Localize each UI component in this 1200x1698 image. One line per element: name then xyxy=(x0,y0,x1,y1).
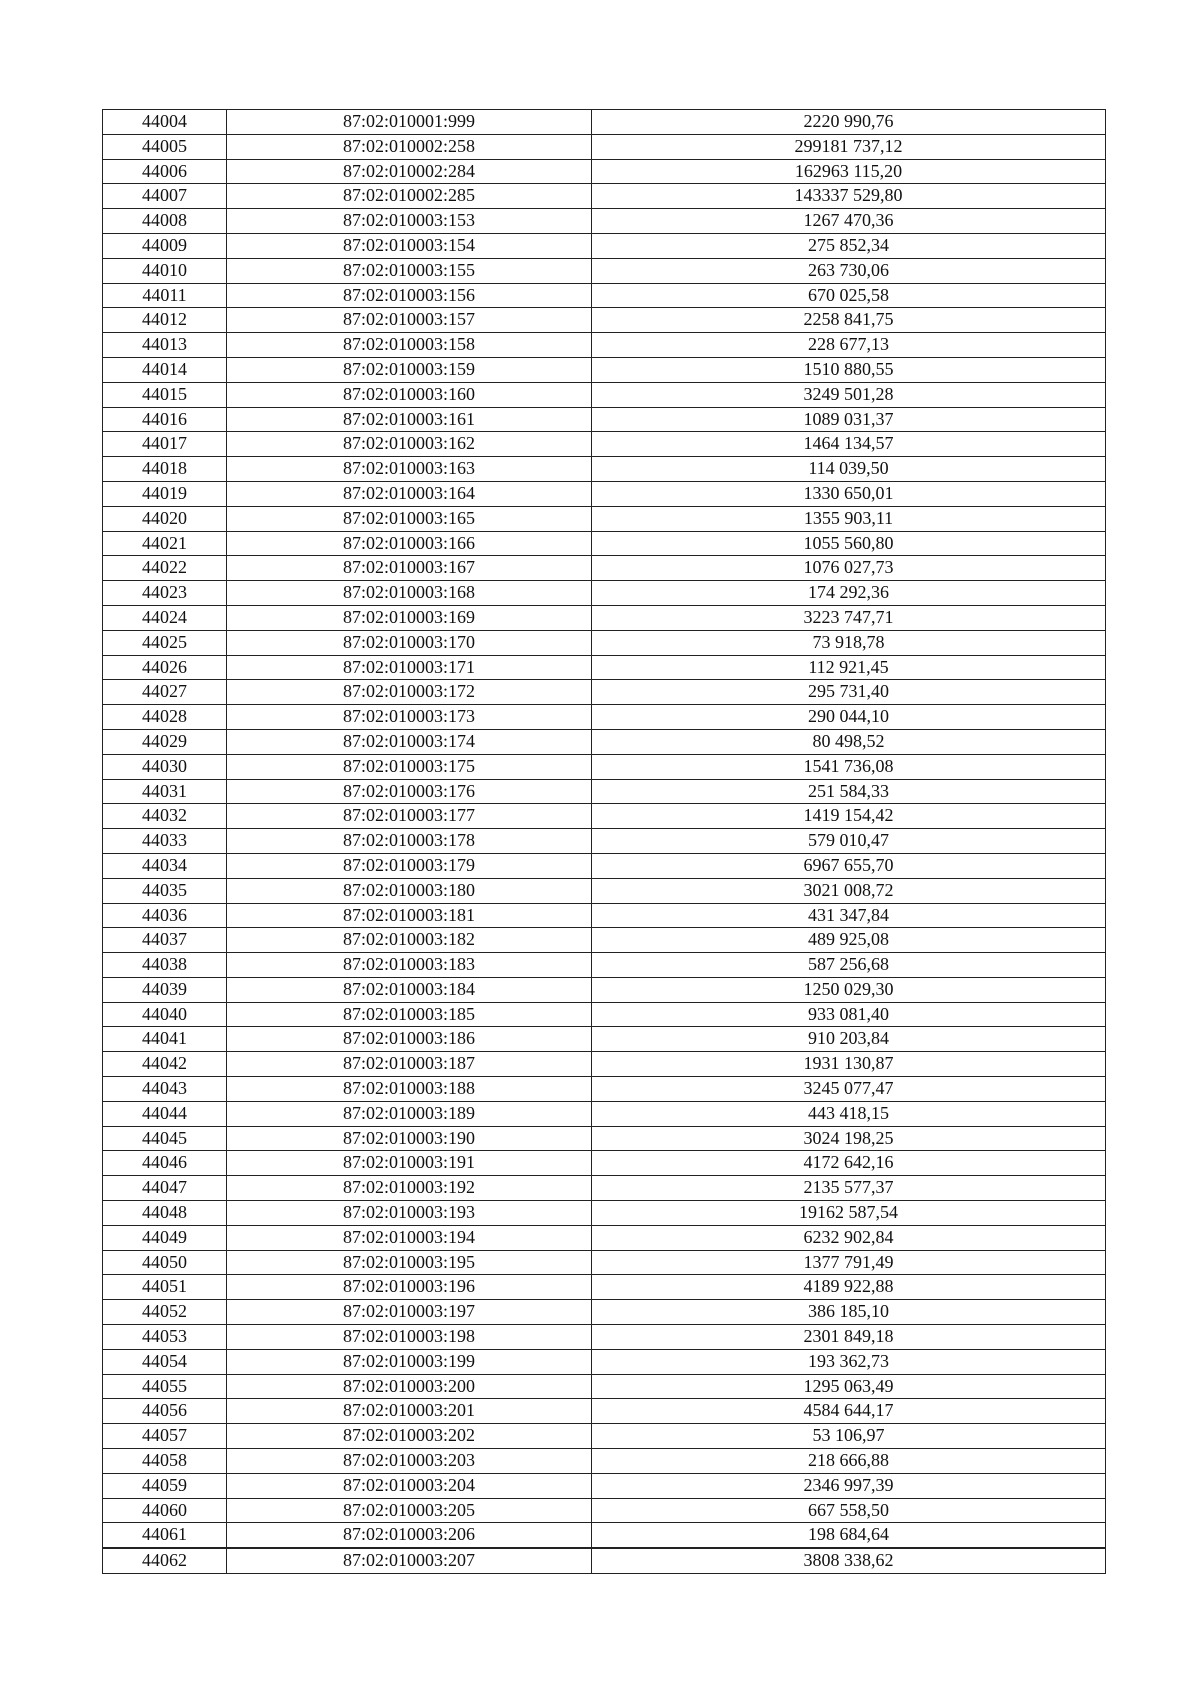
table-body xyxy=(103,110,1106,1574)
row-number-cell: 44017 xyxy=(103,432,227,457)
cadastral-value-cell: 1541 736,08 xyxy=(592,754,1106,779)
table-row xyxy=(103,1250,1106,1275)
row-number-cell: 44031 xyxy=(103,779,227,804)
cadastral-number-cell: 87:02:010003:188 xyxy=(227,1077,592,1102)
cadastral-number-cell: 87:02:010003:173 xyxy=(227,705,592,730)
row-number-cell: 44047 xyxy=(103,1176,227,1201)
cadastral-number-cell: 87:02:010002:285 xyxy=(227,184,592,209)
cadastral-number-cell: 87:02:010003:189 xyxy=(227,1101,592,1126)
cadastral-value-cell: 667 558,50 xyxy=(592,1498,1106,1523)
table-row xyxy=(103,333,1106,358)
cadastral-value-cell: 489 925,08 xyxy=(592,928,1106,953)
row-number-cell: 44052 xyxy=(103,1300,227,1325)
row-number-cell: 44025 xyxy=(103,630,227,655)
table-row xyxy=(103,159,1106,184)
table-row xyxy=(103,804,1106,829)
row-number-cell: 44034 xyxy=(103,853,227,878)
table-row xyxy=(103,556,1106,581)
row-number-cell: 44058 xyxy=(103,1449,227,1474)
cadastral-number-cell: 87:02:010003:198 xyxy=(227,1325,592,1350)
row-number-cell: 44007 xyxy=(103,184,227,209)
cadastral-value-cell: 2346 997,39 xyxy=(592,1473,1106,1498)
table-row xyxy=(103,1225,1106,1250)
table-row xyxy=(103,878,1106,903)
cadastral-value-cell: 228 677,13 xyxy=(592,333,1106,358)
cadastral-value-cell: 443 418,15 xyxy=(592,1101,1106,1126)
cadastral-value-cell: 3808 338,62 xyxy=(592,1548,1106,1573)
cadastral-number-cell: 87:02:010003:166 xyxy=(227,531,592,556)
table-row xyxy=(103,481,1106,506)
table-row xyxy=(103,233,1106,258)
row-number-cell: 44030 xyxy=(103,754,227,779)
table-row xyxy=(103,110,1106,135)
row-number-cell: 44050 xyxy=(103,1250,227,1275)
cadastral-number-cell: 87:02:010003:162 xyxy=(227,432,592,457)
row-number-cell: 44027 xyxy=(103,680,227,705)
table-row xyxy=(103,184,1106,209)
row-number-cell: 44008 xyxy=(103,209,227,234)
cadastral-number-cell: 87:02:010003:196 xyxy=(227,1275,592,1300)
table-row xyxy=(103,977,1106,1002)
cadastral-number-cell: 87:02:010003:177 xyxy=(227,804,592,829)
cadastral-value-cell: 3249 501,28 xyxy=(592,382,1106,407)
cadastral-value-cell: 73 918,78 xyxy=(592,630,1106,655)
cadastral-value-cell: 910 203,84 xyxy=(592,1027,1106,1052)
row-number-cell: 44043 xyxy=(103,1077,227,1102)
cadastral-number-cell: 87:02:010003:186 xyxy=(227,1027,592,1052)
cadastral-number-cell: 87:02:010003:199 xyxy=(227,1349,592,1374)
cadastral-number-cell: 87:02:010003:194 xyxy=(227,1225,592,1250)
cadastral-value-cell: 19162 587,54 xyxy=(592,1201,1106,1226)
cadastral-number-cell: 87:02:010003:201 xyxy=(227,1399,592,1424)
cadastral-value-cell: 1510 880,55 xyxy=(592,357,1106,382)
table-row xyxy=(103,1052,1106,1077)
cadastral-number-cell: 87:02:010003:169 xyxy=(227,605,592,630)
table-row xyxy=(103,1176,1106,1201)
row-number-cell: 44013 xyxy=(103,333,227,358)
cadastral-value-cell: 6232 902,84 xyxy=(592,1225,1106,1250)
row-number-cell: 44036 xyxy=(103,903,227,928)
table-row xyxy=(103,829,1106,854)
row-number-cell: 44057 xyxy=(103,1424,227,1449)
table-row xyxy=(103,457,1106,482)
row-number-cell: 44018 xyxy=(103,457,227,482)
cadastral-number-cell: 87:02:010003:207 xyxy=(227,1548,592,1573)
row-number-cell: 44055 xyxy=(103,1374,227,1399)
cadastral-number-cell: 87:02:010003:200 xyxy=(227,1374,592,1399)
cadastral-value-cell: 143337 529,80 xyxy=(592,184,1106,209)
row-number-cell: 44029 xyxy=(103,729,227,754)
row-number-cell: 44039 xyxy=(103,977,227,1002)
cadastral-number-cell: 87:02:010003:184 xyxy=(227,977,592,1002)
table-row xyxy=(103,953,1106,978)
cadastral-number-cell: 87:02:010003:171 xyxy=(227,655,592,680)
cadastral-value-cell: 295 731,40 xyxy=(592,680,1106,705)
cadastral-number-cell: 87:02:010003:193 xyxy=(227,1201,592,1226)
row-number-cell: 44028 xyxy=(103,705,227,730)
cadastral-number-cell: 87:02:010003:163 xyxy=(227,457,592,482)
cadastral-value-cell: 251 584,33 xyxy=(592,779,1106,804)
table-row xyxy=(103,209,1106,234)
table-row xyxy=(103,1027,1106,1052)
cadastral-value-cell: 3024 198,25 xyxy=(592,1126,1106,1151)
table-row xyxy=(103,1325,1106,1350)
cadastral-number-cell: 87:02:010003:185 xyxy=(227,1002,592,1027)
cadastral-value-cell: 218 666,88 xyxy=(592,1449,1106,1474)
row-number-cell: 44009 xyxy=(103,233,227,258)
row-number-cell: 44048 xyxy=(103,1201,227,1226)
cadastral-value-cell: 193 362,73 xyxy=(592,1349,1106,1374)
cadastral-number-cell: 87:02:010003:174 xyxy=(227,729,592,754)
cadastral-number-cell: 87:02:010003:168 xyxy=(227,581,592,606)
cadastral-number-cell: 87:02:010003:190 xyxy=(227,1126,592,1151)
cadastral-value-cell: 2258 841,75 xyxy=(592,308,1106,333)
row-number-cell: 44060 xyxy=(103,1498,227,1523)
cadastral-number-cell: 87:02:010003:178 xyxy=(227,829,592,854)
cadastral-value-cell: 1355 903,11 xyxy=(592,506,1106,531)
cadastral-value-cell: 299181 737,12 xyxy=(592,134,1106,159)
cadastral-value-cell: 1267 470,36 xyxy=(592,209,1106,234)
cadastral-value-cell: 1055 560,80 xyxy=(592,531,1106,556)
table-row xyxy=(103,705,1106,730)
cadastral-value-cell: 3223 747,71 xyxy=(592,605,1106,630)
table-row xyxy=(103,928,1106,953)
row-number-cell: 44045 xyxy=(103,1126,227,1151)
row-number-cell: 44054 xyxy=(103,1349,227,1374)
table-row xyxy=(103,382,1106,407)
cadastral-value-cell: 933 081,40 xyxy=(592,1002,1106,1027)
cadastral-number-cell: 87:02:010003:206 xyxy=(227,1523,592,1548)
cadastral-value-cell: 198 684,64 xyxy=(592,1523,1106,1548)
cadastral-number-cell: 87:02:010003:180 xyxy=(227,878,592,903)
row-number-cell: 44044 xyxy=(103,1101,227,1126)
cadastral-value-cell: 4172 642,16 xyxy=(592,1151,1106,1176)
cadastral-value-cell: 1377 791,49 xyxy=(592,1250,1106,1275)
table-row xyxy=(103,531,1106,556)
table-row xyxy=(103,1449,1106,1474)
cadastral-number-cell: 87:02:010003:205 xyxy=(227,1498,592,1523)
cadastral-value-cell: 431 347,84 xyxy=(592,903,1106,928)
row-number-cell: 44033 xyxy=(103,829,227,854)
row-number-cell: 44056 xyxy=(103,1399,227,1424)
cadastral-value-cell: 1295 063,49 xyxy=(592,1374,1106,1399)
cadastral-number-cell: 87:02:010003:155 xyxy=(227,258,592,283)
row-number-cell: 44023 xyxy=(103,581,227,606)
cadastral-value-cell: 6967 655,70 xyxy=(592,853,1106,878)
cadastral-value-cell: 114 039,50 xyxy=(592,457,1106,482)
cadastral-number-cell: 87:02:010003:181 xyxy=(227,903,592,928)
table-row xyxy=(103,581,1106,606)
cadastral-number-cell: 87:02:010003:161 xyxy=(227,407,592,432)
cadastral-number-cell: 87:02:010003:157 xyxy=(227,308,592,333)
row-number-cell: 44012 xyxy=(103,308,227,333)
table-row xyxy=(103,357,1106,382)
cadastral-number-cell: 87:02:010003:192 xyxy=(227,1176,592,1201)
cadastral-number-cell: 87:02:010003:153 xyxy=(227,209,592,234)
table-row xyxy=(103,1399,1106,1424)
row-number-cell: 44021 xyxy=(103,531,227,556)
cadastral-value-cell: 1076 027,73 xyxy=(592,556,1106,581)
row-number-cell: 44016 xyxy=(103,407,227,432)
cadastral-value-cell: 80 498,52 xyxy=(592,729,1106,754)
cadastral-number-cell: 87:02:010003:183 xyxy=(227,953,592,978)
table-row xyxy=(103,1201,1106,1226)
row-number-cell: 44020 xyxy=(103,506,227,531)
table-row xyxy=(103,1349,1106,1374)
cadastral-value-cell: 174 292,36 xyxy=(592,581,1106,606)
table-row xyxy=(103,1126,1106,1151)
table-row xyxy=(103,1077,1106,1102)
cadastral-number-cell: 87:02:010003:164 xyxy=(227,481,592,506)
cadastral-value-cell: 4584 644,17 xyxy=(592,1399,1106,1424)
table-row xyxy=(103,432,1106,457)
cadastral-value-cell: 3021 008,72 xyxy=(592,878,1106,903)
cadastral-number-cell: 87:02:010003:187 xyxy=(227,1052,592,1077)
cadastral-number-cell: 87:02:010003:195 xyxy=(227,1250,592,1275)
cadastral-number-cell: 87:02:010003:191 xyxy=(227,1151,592,1176)
table-row xyxy=(103,308,1106,333)
cadastral-number-cell: 87:02:010003:172 xyxy=(227,680,592,705)
table-row xyxy=(103,1101,1106,1126)
cadastral-value-cell: 4189 922,88 xyxy=(592,1275,1106,1300)
cadastral-number-cell: 87:02:010003:158 xyxy=(227,333,592,358)
row-number-cell: 44041 xyxy=(103,1027,227,1052)
table-row xyxy=(103,134,1106,159)
table-row xyxy=(103,1151,1106,1176)
cadastral-number-cell: 87:02:010003:160 xyxy=(227,382,592,407)
row-number-cell: 44019 xyxy=(103,481,227,506)
row-number-cell: 44059 xyxy=(103,1473,227,1498)
table-row xyxy=(103,407,1106,432)
cadastral-value-table xyxy=(102,109,1106,1574)
table-row xyxy=(103,680,1106,705)
row-number-cell: 44038 xyxy=(103,953,227,978)
table-row xyxy=(103,283,1106,308)
row-number-cell: 44026 xyxy=(103,655,227,680)
table-row xyxy=(103,1498,1106,1523)
cadastral-number-cell: 87:02:010003:167 xyxy=(227,556,592,581)
table-row xyxy=(103,779,1106,804)
row-number-cell: 44010 xyxy=(103,258,227,283)
table-row xyxy=(103,1424,1106,1449)
cadastral-value-cell: 2301 849,18 xyxy=(592,1325,1106,1350)
cadastral-value-cell: 112 921,45 xyxy=(592,655,1106,680)
cadastral-value-cell: 386 185,10 xyxy=(592,1300,1106,1325)
table-row xyxy=(103,1002,1106,1027)
table-row xyxy=(103,655,1106,680)
row-number-cell: 44049 xyxy=(103,1225,227,1250)
row-number-cell: 44040 xyxy=(103,1002,227,1027)
cadastral-value-cell: 2135 577,37 xyxy=(592,1176,1106,1201)
cadastral-number-cell: 87:02:010003:203 xyxy=(227,1449,592,1474)
cadastral-number-cell: 87:02:010002:284 xyxy=(227,159,592,184)
row-number-cell: 44032 xyxy=(103,804,227,829)
row-number-cell: 44062 xyxy=(103,1548,227,1573)
table-row xyxy=(103,853,1106,878)
cadastral-value-cell: 263 730,06 xyxy=(592,258,1106,283)
row-number-cell: 44037 xyxy=(103,928,227,953)
cadastral-number-cell: 87:02:010002:258 xyxy=(227,134,592,159)
cadastral-value-cell: 1330 650,01 xyxy=(592,481,1106,506)
cadastral-number-cell: 87:02:010003:159 xyxy=(227,357,592,382)
table-row xyxy=(103,506,1106,531)
row-number-cell: 44051 xyxy=(103,1275,227,1300)
row-number-cell: 44046 xyxy=(103,1151,227,1176)
cadastral-value-cell: 275 852,34 xyxy=(592,233,1106,258)
cadastral-value-cell: 670 025,58 xyxy=(592,283,1106,308)
row-number-cell: 44014 xyxy=(103,357,227,382)
cadastral-number-cell: 87:02:010003:182 xyxy=(227,928,592,953)
cadastral-number-cell: 87:02:010003:204 xyxy=(227,1473,592,1498)
cadastral-number-cell: 87:02:010003:165 xyxy=(227,506,592,531)
row-number-cell: 44035 xyxy=(103,878,227,903)
cadastral-number-cell: 87:02:010003:202 xyxy=(227,1424,592,1449)
cadastral-value-cell: 162963 115,20 xyxy=(592,159,1106,184)
table-row xyxy=(103,605,1106,630)
row-number-cell: 44006 xyxy=(103,159,227,184)
row-number-cell: 44061 xyxy=(103,1523,227,1548)
table-row xyxy=(103,903,1106,928)
table-row xyxy=(103,1548,1106,1573)
cadastral-value-cell: 53 106,97 xyxy=(592,1424,1106,1449)
cadastral-number-cell: 87:02:010003:154 xyxy=(227,233,592,258)
row-number-cell: 44015 xyxy=(103,382,227,407)
table-row xyxy=(103,258,1106,283)
row-number-cell: 44024 xyxy=(103,605,227,630)
cadastral-number-cell: 87:02:010003:175 xyxy=(227,754,592,779)
table-row xyxy=(103,630,1106,655)
cadastral-value-cell: 3245 077,47 xyxy=(592,1077,1106,1102)
cadastral-value-cell: 1089 031,37 xyxy=(592,407,1106,432)
row-number-cell: 44022 xyxy=(103,556,227,581)
row-number-cell: 44011 xyxy=(103,283,227,308)
cadastral-value-cell: 2220 990,76 xyxy=(592,110,1106,135)
cadastral-value-cell: 587 256,68 xyxy=(592,953,1106,978)
table-row xyxy=(103,1473,1106,1498)
row-number-cell: 44042 xyxy=(103,1052,227,1077)
table-row xyxy=(103,729,1106,754)
cadastral-number-cell: 87:02:010003:156 xyxy=(227,283,592,308)
cadastral-value-cell: 579 010,47 xyxy=(592,829,1106,854)
cadastral-value-cell: 290 044,10 xyxy=(592,705,1106,730)
cadastral-number-cell: 87:02:010003:176 xyxy=(227,779,592,804)
row-number-cell: 44004 xyxy=(103,110,227,135)
table-row xyxy=(103,754,1106,779)
cadastral-number-cell: 87:02:010003:170 xyxy=(227,630,592,655)
cadastral-value-cell: 1419 154,42 xyxy=(592,804,1106,829)
cadastral-number-cell: 87:02:010001:999 xyxy=(227,110,592,135)
row-number-cell: 44053 xyxy=(103,1325,227,1350)
table-row xyxy=(103,1374,1106,1399)
cadastral-number-cell: 87:02:010003:179 xyxy=(227,853,592,878)
cadastral-value-cell: 1931 130,87 xyxy=(592,1052,1106,1077)
table-row xyxy=(103,1523,1106,1548)
table-row xyxy=(103,1300,1106,1325)
cadastral-number-cell: 87:02:010003:197 xyxy=(227,1300,592,1325)
table-row xyxy=(103,1275,1106,1300)
row-number-cell: 44005 xyxy=(103,134,227,159)
cadastral-value-cell: 1464 134,57 xyxy=(592,432,1106,457)
cadastral-value-cell: 1250 029,30 xyxy=(592,977,1106,1002)
